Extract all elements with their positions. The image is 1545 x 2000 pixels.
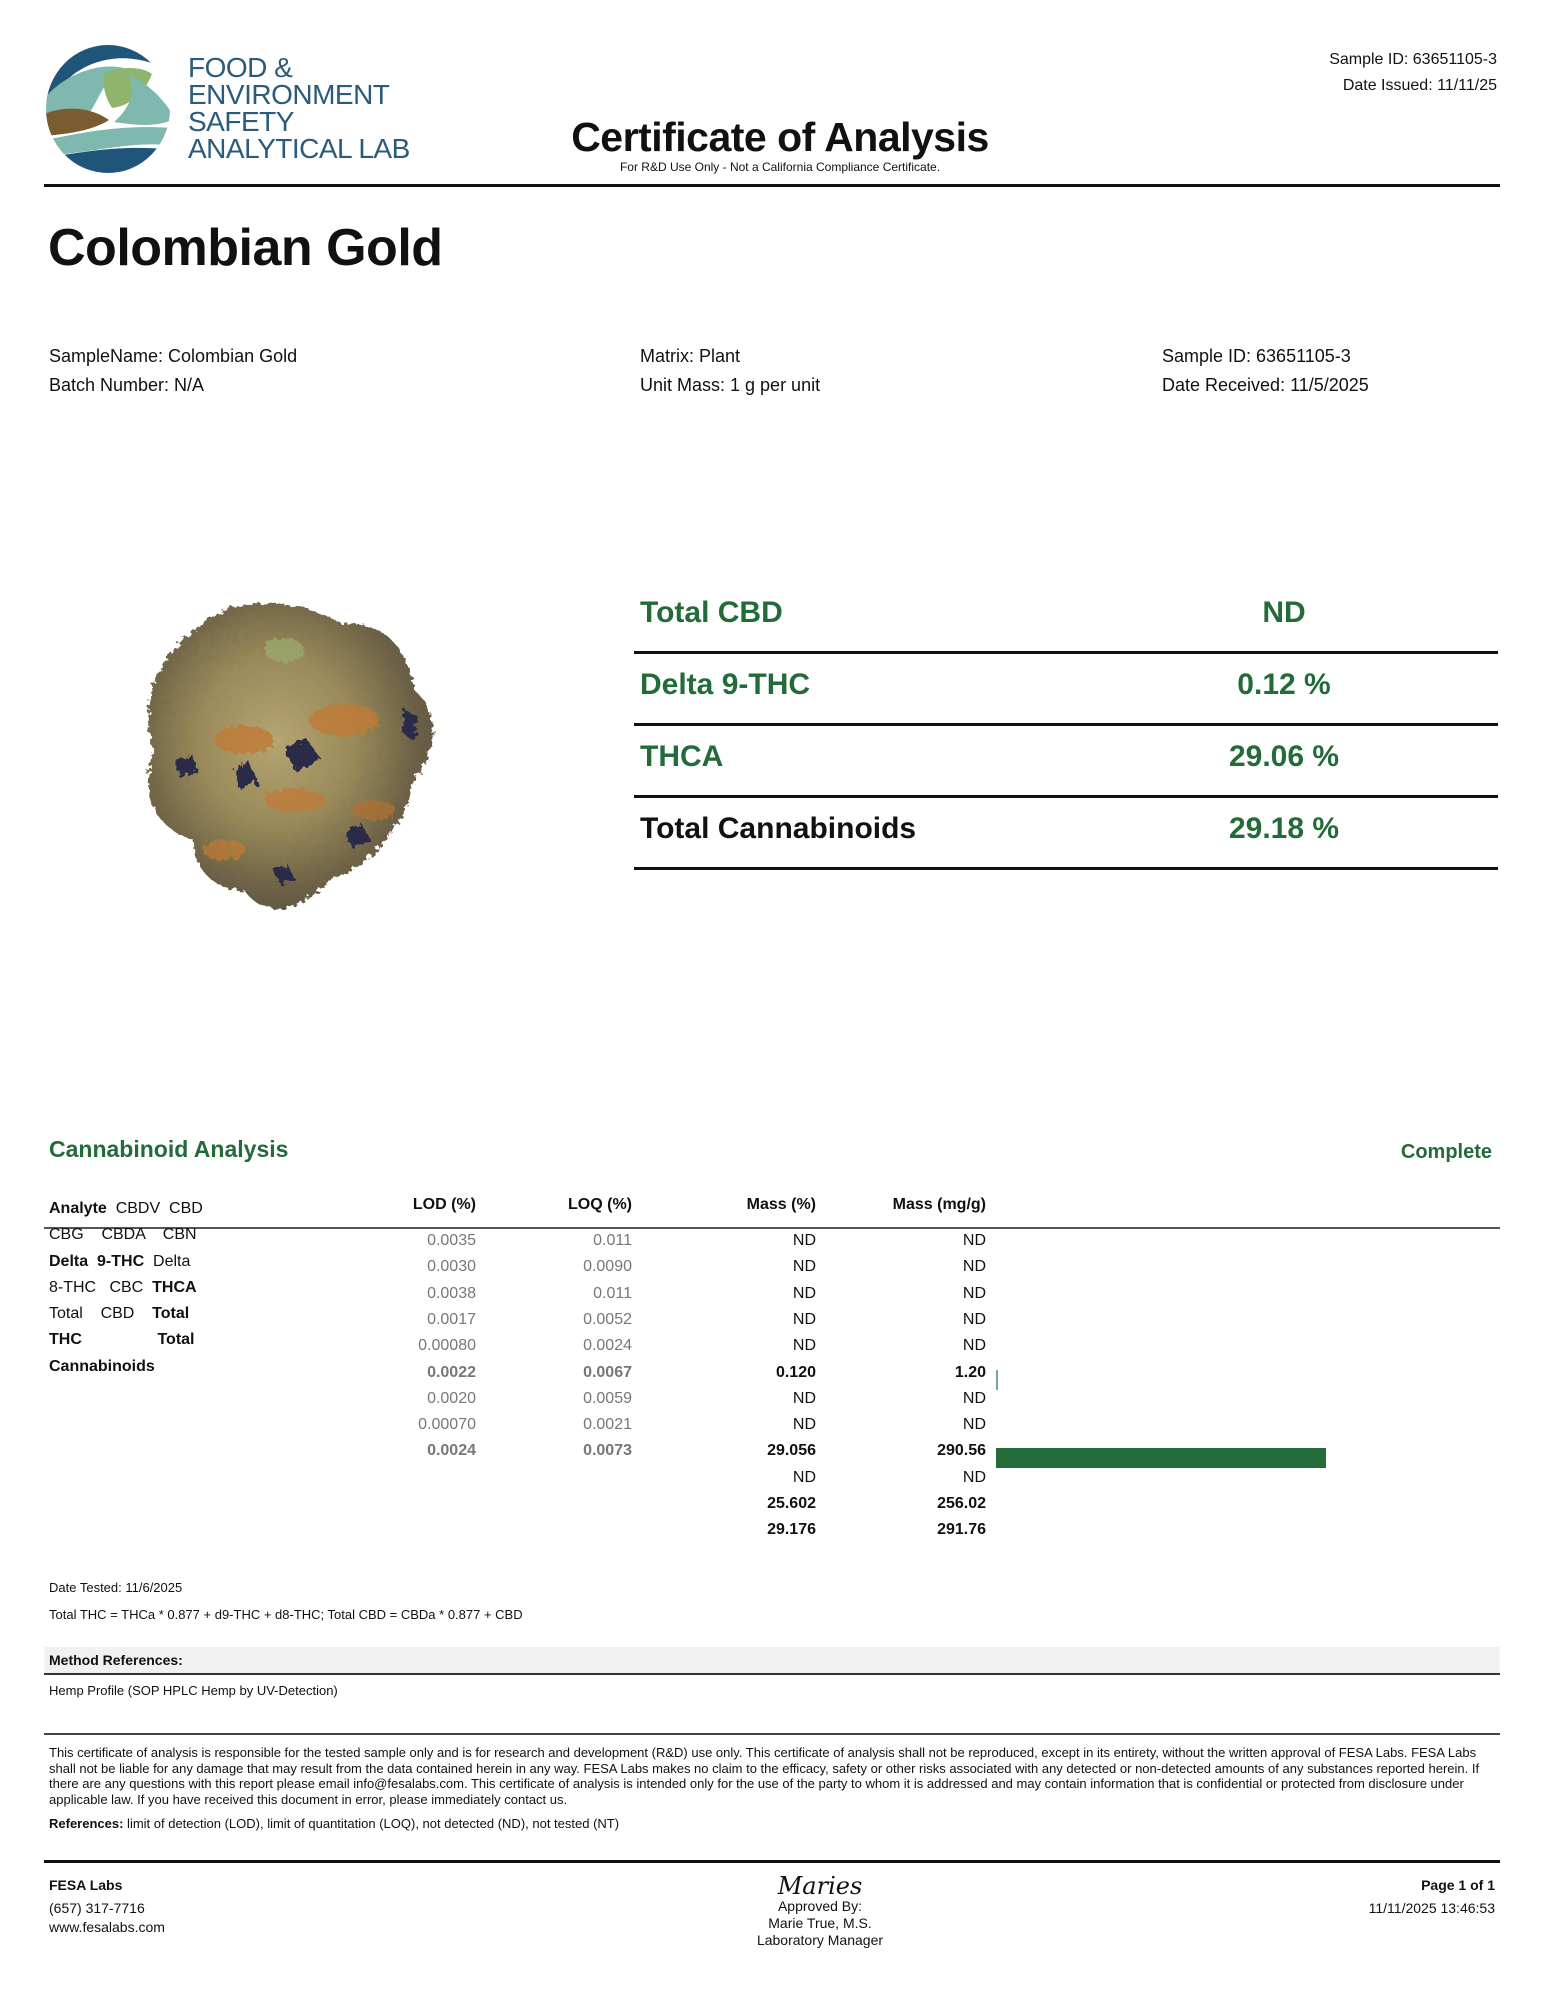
table-cell-loq: [532, 1465, 632, 1491]
product-name: Colombian Gold: [48, 219, 443, 277]
analyte-text: Delta 9-THC: [49, 1252, 145, 1270]
logo-line: ANALYTICAL LAB: [188, 133, 410, 164]
meta-sample-id: Sample ID: 63651105-3: [1162, 346, 1351, 366]
table-cell-loq: 0.011: [593, 1284, 632, 1302]
table-cell-mass-mg: 290.56: [937, 1442, 986, 1460]
table-cell-loq: 0.011: [593, 1232, 632, 1249]
analyte-text: Total CBD: [49, 1305, 153, 1323]
summary-label: Total Cannabinoids: [640, 812, 917, 845]
table-cell-mass-mg: ND: [962, 1337, 986, 1355]
summary-label: Delta 9-THC: [640, 668, 811, 701]
footer-page-info: [1369, 1876, 1495, 1918]
table-cell-lod: 0.0022: [427, 1363, 476, 1381]
certificate-title: Certificate of Analysis: [571, 114, 989, 160]
analyte-text: Analyte: [49, 1200, 107, 1217]
analyte-text: CBDV CBD: [106, 1200, 203, 1217]
table-cell-lod: [380, 1517, 476, 1543]
analysis-table-body: [0, 1228, 1545, 1568]
analyte-text: Total: [152, 1305, 190, 1323]
analysis-status-badge: Complete: [1400, 1141, 1492, 1163]
table-cell-loq: 0.0073: [583, 1442, 632, 1460]
summary-row-thca: [634, 726, 1498, 798]
total-formula: Total THC = THCa * 0.877 + d9-THC + d8-THC; Total CBD = CBDa * 0.877 + CBD: [49, 1607, 523, 1622]
table-cell-lod: 0.0024: [427, 1442, 476, 1460]
table-cell-mass-pct: ND: [792, 1284, 816, 1302]
page-number: Page 1 of 1: [1421, 1877, 1495, 1893]
approver-name: Marie True, M.S.: [768, 1915, 872, 1931]
cannabis-flower-icon: [44, 450, 514, 1010]
summary-value: 0.12 %: [1237, 668, 1331, 701]
meta-column-2: [640, 342, 820, 400]
date-received: Date Received: 11/5/2025: [1162, 375, 1369, 395]
sample-name: SampleName: Colombian Gold: [49, 346, 298, 366]
table-cell-mass-mg: ND: [962, 1310, 986, 1328]
summary-value: ND: [1262, 596, 1306, 629]
references-text: limit of detection (LOD), limit of quantitation (LOQ), not detected (ND), not tested (NT): [123, 1816, 620, 1831]
logo-line: SAFETY: [188, 106, 294, 137]
column-header-mass-pct: Mass (%): [746, 1196, 816, 1213]
table-cell-lod: 0.0020: [427, 1389, 476, 1407]
column-header-lod: LOD (%): [412, 1196, 476, 1213]
table-cell-mass-pct: 29.056: [767, 1442, 816, 1460]
table-cell-mass-mg: ND: [962, 1258, 986, 1276]
table-cell-mass-pct: 0.120: [775, 1363, 816, 1381]
table-cell-lod: 0.00070: [418, 1416, 476, 1434]
summary-row-delta9-thc: [634, 654, 1498, 726]
potency-summary: [634, 582, 1498, 870]
header-info: [1329, 47, 1497, 99]
date-tested: Date Tested: 11/6/2025: [49, 1580, 183, 1595]
analyte-text: Delta: [144, 1252, 191, 1270]
table-cell-loq: [532, 1491, 632, 1517]
table-cell-mass-mg: ND: [962, 1389, 986, 1407]
summary-value: 29.06 %: [1228, 740, 1340, 773]
footer-website[interactable]: www.fesalabs.com: [49, 1919, 165, 1935]
footer-phone: (657) 317-7716: [49, 1900, 145, 1916]
table-cell-mass-mg: 291.76: [937, 1521, 986, 1539]
analyte-text: THCA: [152, 1278, 197, 1296]
disclaimer-divider: [44, 1733, 1500, 1735]
summary-label: THCA: [640, 740, 724, 773]
table-cell-loq: 0.0090: [583, 1258, 632, 1276]
table-cell-loq: 0.0059: [583, 1389, 632, 1407]
approver-title: Laboratory Manager: [756, 1932, 884, 1948]
table-cell-mass-pct: ND: [792, 1416, 816, 1434]
references-label: References:: [49, 1816, 124, 1831]
method-references-label: Method References:: [49, 1652, 183, 1668]
table-cell-mass-mg: 1.20: [954, 1363, 986, 1381]
table-cell-mass-mg: ND: [962, 1468, 986, 1486]
logo-line: ENVIRONMENT: [188, 79, 390, 110]
column-header-loq: LOQ (%): [568, 1196, 632, 1213]
table-cell-lod: 0.0030: [427, 1258, 476, 1276]
unit-mass: Unit Mass: 1 g per unit: [640, 375, 821, 395]
certificate-subtitle: For R&D Use Only - Not a California Compliance Certificate.: [619, 160, 941, 174]
analyte-text: 8-THC CBC: [49, 1278, 153, 1296]
table-cell-mass-pct: 25.602: [767, 1495, 816, 1512]
table-cell-loq: 0.0052: [583, 1310, 632, 1328]
table-cell-loq: 0.0021: [583, 1416, 632, 1434]
summary-label: Total CBD: [640, 596, 783, 629]
matrix: Matrix: Plant: [640, 346, 741, 366]
table-cell-lod: [380, 1491, 476, 1517]
summary-value: 29.18 %: [1228, 812, 1340, 845]
meta-column-3: [1162, 342, 1369, 400]
table-cell-loq: [532, 1517, 632, 1543]
disclaimer-text: This certificate of analysis is responsible for the tested sample only and is for research and development (R&D) use only. This certificate of analysis shall not be reproduced, except in its entirety, without the written approval of FESA Labs. FESA Labs shall not be liable for any damage that may result from the data contained herein in any way. FESA Labs makes no claim to the efficacy, safety or other risks associated with any detected or non-detected amounts of any substances reported herein. If there are any questions with this report please email info@fesalabs.com. This certificate of analysis is intended only for the use of the party to whom it is addressed and may contain information that is confidential or protected from disclosure under applicable law. If you have received this document in error, please immediately contact us.: [49, 1745, 1480, 1807]
table-cell-mass-pct: ND: [792, 1232, 816, 1249]
summary-row-total-cannabinoids: [634, 798, 1498, 870]
table-cell-mass-mg: ND: [962, 1416, 986, 1434]
product-image: [44, 450, 514, 1010]
table-cell-lod: [380, 1465, 476, 1491]
table-cell-mass-mg: ND: [962, 1232, 986, 1249]
table-cell-mass-pct: ND: [792, 1258, 816, 1276]
method-references-bar: [44, 1647, 1500, 1675]
footer-lab-info: [49, 1876, 165, 1937]
lab-logo-text: [188, 54, 410, 162]
table-cell-mass-pct: 29.176: [767, 1521, 816, 1539]
table-cell-lod: 0.0035: [427, 1232, 476, 1249]
meta-column-1: [49, 342, 297, 400]
header-divider: [44, 184, 1500, 187]
analyte-text: CBG CBDA CBN: [49, 1226, 197, 1244]
table-cell-lod: 0.00080: [418, 1337, 476, 1355]
table-cell-lod: 0.0038: [427, 1284, 476, 1302]
analyte-text: Cannabinoids: [49, 1357, 155, 1375]
mass-bar: [996, 1370, 998, 1390]
table-cell-mass-pct: ND: [792, 1389, 816, 1407]
footer-lab-name: FESA Labs: [49, 1877, 123, 1893]
analyte-text: THC Total: [49, 1331, 195, 1349]
table-cell-mass-pct: ND: [792, 1468, 816, 1486]
table-cell-loq: 0.0024: [583, 1337, 632, 1355]
analysis-title: Cannabinoid Analysis: [49, 1136, 289, 1162]
batch-number: Batch Number: N/A: [49, 375, 205, 395]
lab-logo-icon: [44, 44, 174, 174]
analyte-line: [49, 1196, 209, 1222]
mass-bar: [996, 1448, 1326, 1468]
table-cell-lod: 0.0017: [427, 1310, 476, 1328]
signature: Maries: [777, 1872, 863, 1900]
summary-row-total-cbd: [634, 582, 1498, 654]
logo-line: FOOD &: [188, 52, 293, 83]
approved-by-label: Approved By:: [777, 1898, 863, 1914]
table-cell-mass-pct: ND: [792, 1337, 816, 1355]
table-cell-mass-mg: ND: [962, 1284, 986, 1302]
header-date-issued: Date Issued: 11/11/25: [1342, 77, 1497, 94]
table-cell-mass-mg: 256.02: [937, 1495, 986, 1512]
table-cell-loq: 0.0067: [583, 1363, 632, 1381]
references-line: [49, 1816, 619, 1831]
method-reference-text: Hemp Profile (SOP HPLC Hemp by UV-Detection): [49, 1683, 338, 1698]
footer-approval: [620, 1874, 1020, 1949]
header-sample-id: Sample ID: 63651105-3: [1329, 51, 1497, 68]
table-cell-mass-pct: ND: [792, 1310, 816, 1328]
footer-divider: [44, 1860, 1500, 1863]
footer-timestamp: 11/11/2025 13:46:53: [1368, 1900, 1495, 1916]
column-header-mass-mg: Mass (mg/g): [892, 1196, 986, 1213]
